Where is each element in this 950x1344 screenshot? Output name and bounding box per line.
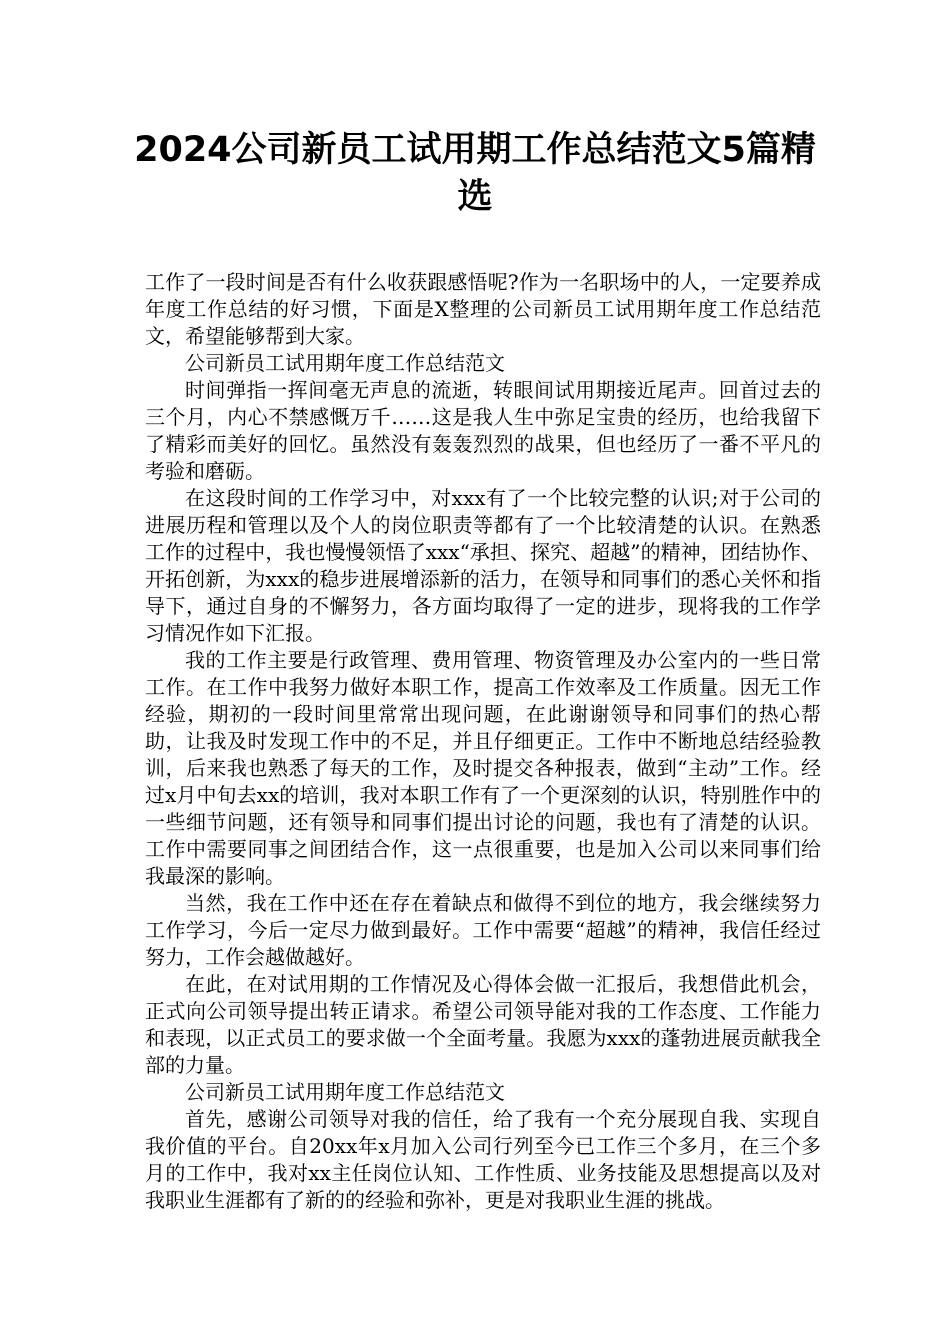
section-heading-1: 公司新员工试用期年度工作总结范文 — [185, 351, 505, 375]
paragraph: 当然，我在工作中还在存在着缺点和做得不到位的地方，我会继续努力工作学习，今后一定尽力做到最好。工作中需要“超越”的精神，我信任经过努力，工作会越做越好。 — [145, 891, 821, 969]
paragraph-intro: 工作了一段时间是否有什么收获跟感悟呢?作为一名职场中的人，一定要养成年度工作总结的好习惯，下面是X整理的公司新员工试用期年度工作总结范文，希望能够帮到大家。 — [145, 270, 821, 348]
document-body — [145, 269, 821, 1214]
document-title: 2024公司新员工试用期工作总结范文5篇精选 — [134, 130, 816, 217]
paragraph: 在此，在对试用期的工作情况及心得体会做一汇报后，我想借此机会，正式向公司领导提出转正请求。希望公司领导能对我的工作态度、工作能力和表现，以正式员工的要求做一个全面考量。我愿为xxx的蓬勃进展贡献我全部的力量。 — [145, 972, 821, 1077]
paragraph: 我的工作主要是行政管理、费用管理、物资管理及办公室内的一些日常工作。在工作中我努力做好本职工作，提高工作效率及工作质量。因无工作经验，期初的一段时间里常常出现问题，在此谢谢领导和同事们的热心帮助，让我及时发现工作中的不足，并且仔细更正。工作中不断地总结经验教训，后来我也熟悉了每天的工作，及时提交各种报表，做到“主动”工作。经过x月中旬去xx的培训，我对本职工作有了一个更深刻的认识，特别胜作中的一些细节问题，还有领导和同事们提出讨论的问题，我也有了清楚的认识。工作中需要同事之间团结合作，这一点很重要，也是加入公司以来同事们给我最深的影响。 — [145, 648, 821, 888]
section-heading-2: 公司新员工试用期年度工作总结范文 — [185, 1080, 505, 1104]
paragraph: 首先，感谢公司领导对我的信任，给了我有一个充分展现自我、实现自我价值的平台。自20xx年x月加入公司行列至今已工作三个多月，在三个多月的工作中，我对xx主任岗位认知、工作性质、业务技能及思想提高以及对我职业生涯都有了新的的经验和弥补，更是对我职业生涯的挑战。 — [145, 1107, 821, 1212]
paragraph: 在这段时间的工作学习中，对xxx有了一个比较完整的认识;对于公司的进展历程和管理以及个人的岗位职责等都有了一个比较清楚的认识。在熟悉工作的过程中，我也慢慢领悟了xxx“承担、探究、超越”的精神，团结协作、开拓创新，为xxx的稳步进展增添新的活力，在领导和同事们的悉心关怀和指导下，通过自身的不懈努力，各方面均取得了一定的进步，现将我的工作学习情况作如下汇报。 — [145, 486, 821, 645]
paragraph: 时间弹指一挥间毫无声息的流逝，转眼间试用期接近尾声。回首过去的三个月，内心不禁感慨万千……这是我人生中弥足宝贵的经历，也给我留下了精彩而美好的回忆。虽然没有轰轰烈烈的战果，但也经历了一番不平凡的考验和磨砺。 — [145, 378, 821, 483]
